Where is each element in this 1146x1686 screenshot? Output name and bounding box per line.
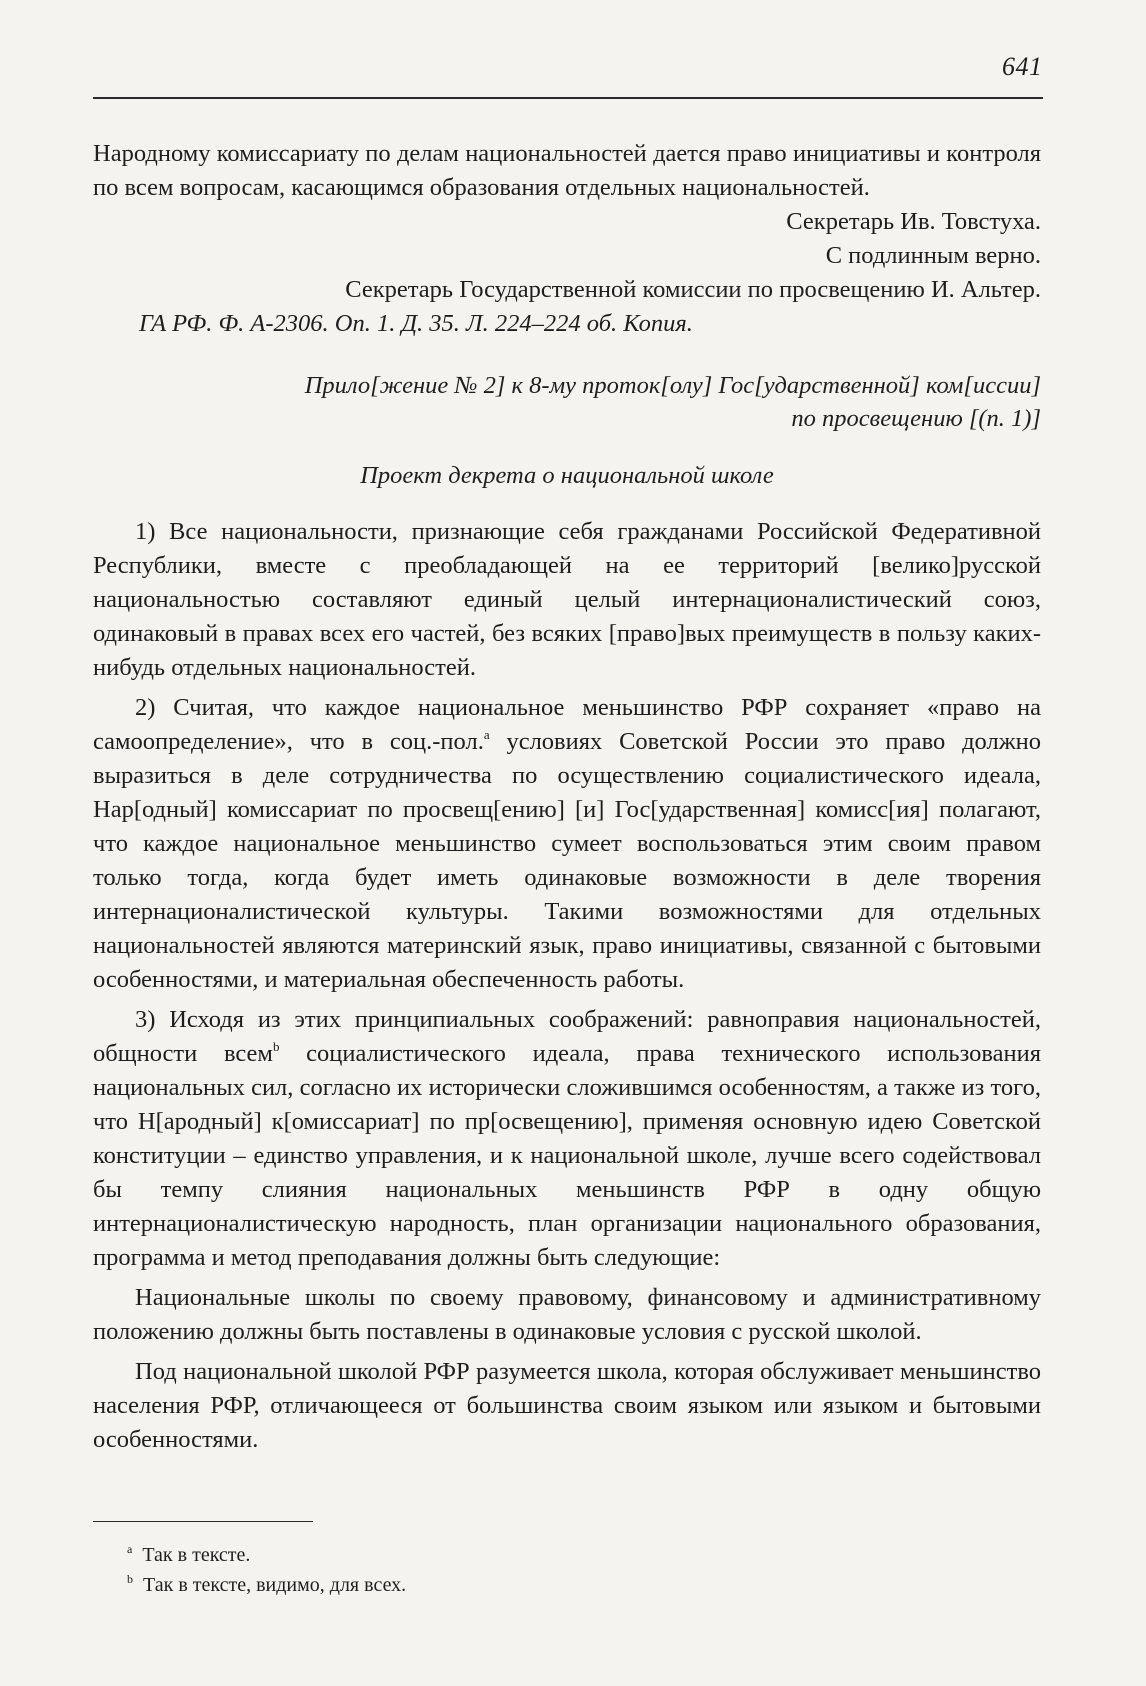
signature-secretary-alter: Секретарь Государственной комиссии по просвещению И. Альтер. [345, 276, 1041, 303]
paragraph-4: Национальные школы по своему правовому, финансовому и административному положению должны быть поставлены в одинаковые условия с русской школой. [93, 1284, 1041, 1345]
document-title: Проект декрета о национальной школе [360, 462, 774, 489]
signature-secretary-tovstukha: Секретарь Ив. Товстуха. [786, 208, 1041, 235]
paragraph-2 [93, 691, 1041, 997]
paragraph-5: Под национальной школой РФР разумеется школа, которая обслуживает меньшинство населения РФР, отличающееся от большинства своим языком или языком и бытовыми особенностями. [93, 1358, 1041, 1453]
appendix-header [93, 369, 1041, 435]
paragraph-3-text-start: 3) Исходя из этих принципиальных соображений: равноправия национальностей, общности всем [93, 1006, 1041, 1067]
footnote-ref-a: a [483, 727, 490, 742]
page-number: 641 [1002, 52, 1043, 81]
footnote-b-mark: b [127, 1572, 133, 1586]
document-body [93, 137, 1041, 1457]
certification-note: С подлинным верно. [825, 242, 1041, 269]
footnotes [93, 1521, 1041, 1600]
paragraph-2-text-end: условиях Советской России это право должно выразиться в деле сотрудничества по осуществлению социалистического идеала, Нар[одный] комиссариат по просвещ[ению] [и] Гос[ударственная] комисс[ия] полагают, что каждое национальное меньшинство сумеет воспользоваться этим своим правом только тогда, когда будет иметь одинаковые возможности в деле творения интернационалистической культуры. Такими возможностями для отдельных национальностей являются материнский язык, право инициативы, связанной с бытовыми особенностями, и материальная обеспеченность работы. [93, 728, 1041, 993]
paragraph-2-text-start: 2) Считая, что каждое национальное меньшинство РФР сохраняет «право на самоопределение», что в соц.-пол. [93, 694, 1041, 755]
paragraph-1: 1) Все национальности, признающие себя гражданами Российской Федеративной Республики, вместе с преобладающей на ее территорий [велико]русской национальностью составляют единый целый интернационалистический союз, одинаковый в правах всех его частей, без всяких [право]вых преимуществ в пользу каких-нибудь отдельных национальностей. [93, 518, 1041, 681]
footnote-b-text: Так в тексте, видимо, для всех. [143, 1574, 407, 1596]
footnote-b [93, 1570, 1041, 1600]
footnote-a [93, 1540, 1041, 1570]
footnote-rule [93, 1521, 313, 1522]
intro-paragraph: Народному комиссариату по делам национальностей дается право инициативы и контроля по всем вопросам, касающимся образования отдельных национальностей. [93, 140, 1041, 201]
paragraph-3-text-end: социалистического идеала, права технического использования национальных сил, согласно их исторически сложившимся особенностям, а также из того, что Н[ародный] к[омиссариат] по пр[освещению], применяя основную идею Советской конституции – единство управления, и к национальной школе, лучше всего содействовал бы темпу слияния национальных меньшинств РФР в одну общую интернационалистическую народность, план организации национального образования, программа и метод преподавания должны быть следующие: [93, 1040, 1041, 1271]
footnote-ref-b: b [272, 1039, 280, 1054]
paragraph-3 [93, 1003, 1041, 1275]
appendix-header-line-2: по просвещению [(п. 1)] [791, 405, 1041, 432]
header-rule [93, 97, 1043, 99]
appendix-header-line-1: Прило[жение № 2] к 8-му проток[олу] Гос[ударственной] ком[иссии] [304, 372, 1041, 399]
footnote-a-mark: a [127, 1542, 133, 1556]
footnote-a-text: Так в тексте. [142, 1544, 251, 1566]
archive-reference: ГА РФ. Ф. А-2306. Оп. 1. Д. 35. Л. 224–224 об. Копия. [139, 310, 693, 337]
